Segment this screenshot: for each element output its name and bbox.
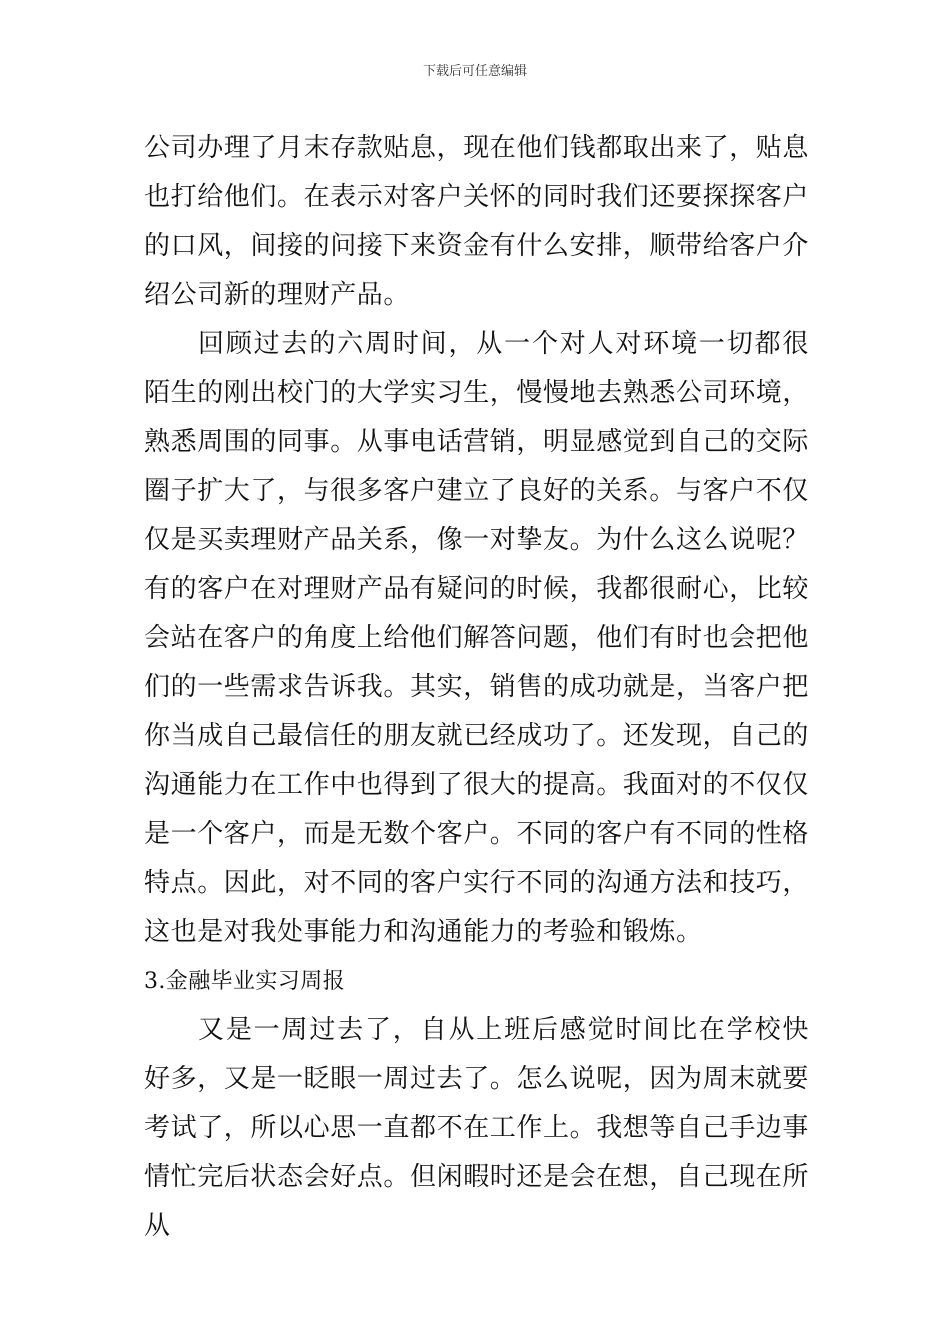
page-header: 下载后可任意编辑 <box>422 64 527 79</box>
paragraph-review: 回顾过去的六周时间，从一个对人对环境一切都很陌生的刚出校门的大学实习生，慢慢地去熟悉公司环境，熟悉周围的同事。从事电话营销，明显感觉到自己的交际圈子扩大了，与很多客户建立了良好的关系。与客户不仅仅是买卖理财产品关系，像一对挚友。为什么这么说呢？有的客户在对理财产品有疑问的时候，我都很耐心，比较会站在客户的角度上给他们解答问题，他们有时也会把他们的一些需求告诉我。其实，销售的成功就是，当客户把你当成自己最信任的朋友就已经成功了。还发现，自己的沟通能力在工作中也得到了很大的提高。我面对的不仅仅是一个客户，而是无数个客户。不同的客户有不同的性格特点。因此，对不同的客户实行不同的沟通方法和技巧，这也是对我处事能力和沟通能力的考验和锻炼。 <box>144 329 810 947</box>
document-body <box>144 124 809 1251</box>
section-heading: 3.金融毕业实习周报 <box>144 969 345 994</box>
paragraph-weekly-report: 又是一周过去了，自从上班后感觉时间比在学校快好多，又是一眨眼一周过去了。怎么说呢，因为周末就要考试了，所以心思一直都不在工作上。我想等自己手边事情忙完后状态会好点。但闲暇时还是会在想，自己现在所从 <box>144 1015 810 1241</box>
paragraph-continued: 公司办理了月末存款贴息，现在他们钱都取出来了，贴息也打给他们。在表示对客户关怀的同时我们还要探探客户的口风，间接的问接下来资金有什么安排，顺带给客户介绍公司新的理财产品。 <box>144 133 810 310</box>
